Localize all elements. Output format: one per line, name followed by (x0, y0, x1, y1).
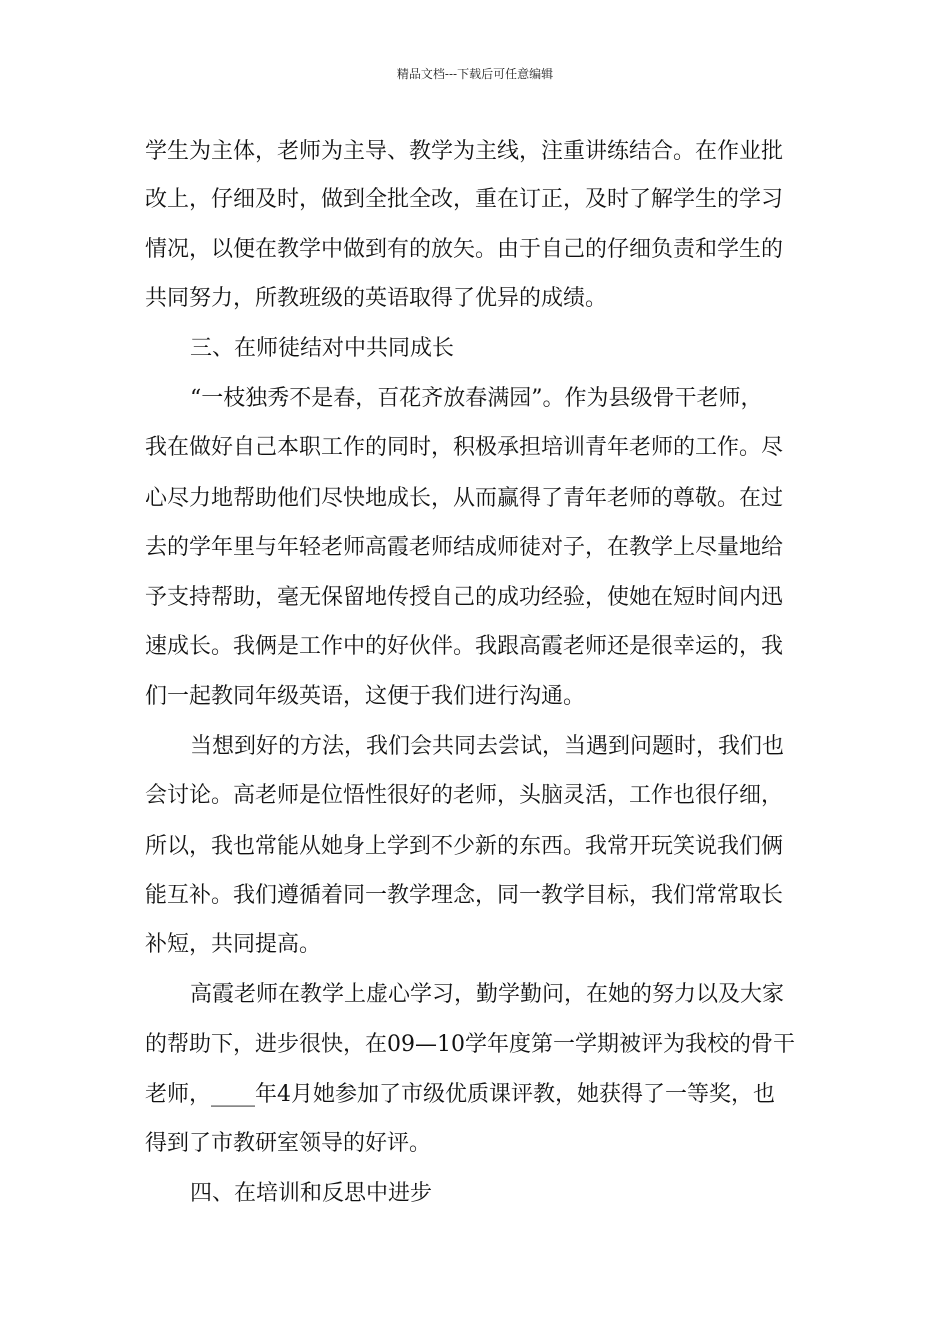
section-heading: 三、在师徒结对中共同成长 (190, 336, 455, 361)
body-line: 去的学年里与年轻老师高霞老师结成师徒对子，在教学上尽量地给 (145, 535, 784, 560)
body-line: 情况，以便在教学中做到有的放矢。由于自己的仔细负责和学生的 (145, 237, 784, 262)
body-line: “一枝独秀不是春，百花齐放春满园”。作为县级骨干老师， (190, 386, 763, 411)
body-line: 学生为主体，老师为主导、教学为主线，注重讲练结合。在作业批 (145, 139, 784, 164)
body-line: 的帮助下，进步很快，在09—10学年度第一学期被评为我校的骨干 (145, 1032, 795, 1057)
body-line: 我在做好自己本职工作的同时，积极承担培训青年老师的工作。尽 (145, 435, 784, 460)
body-line: 当想到好的方法，我们会共同去尝试，当遇到问题时，我们也 (190, 734, 785, 759)
page-header: 精品文档---下载后可任意编辑 (396, 67, 554, 81)
body-line: 共同努力，所教班级的英语取得了优异的成绩。 (145, 286, 608, 311)
body-line: 心尽力地帮助他们尽快地成长，从而赢得了青年老师的尊敬。在过 (145, 486, 784, 511)
body-line: 高霞老师在教学上虚心学习，勤学勤问，在她的努力以及大家 (190, 982, 785, 1007)
body-line: 补短，共同提高。 (145, 932, 322, 957)
body-line: 们一起教同年级英语，这便于我们进行沟通。 (145, 684, 586, 709)
body-line: 改上，仔细及时，做到全批全改，重在订正，及时了解学生的学习 (145, 187, 784, 212)
body-line: 所以，我也常能从她身上学到不少新的东西。我常开玩笑说我们俩 (145, 834, 784, 859)
body-line: 会讨论。高老师是位悟性很好的老师，头脑灵活，工作也很仔细， (145, 783, 784, 808)
body-line: 得到了市教研室领导的好评。 (145, 1131, 432, 1156)
section-heading: 四、在培训和反思中进步 (190, 1181, 433, 1206)
body-line: 速成长。我俩是工作中的好伙伴。我跟高霞老师还是很幸运的，我 (145, 634, 784, 659)
body-line: 予支持帮助，毫无保留地传授自己的成功经验，使她在短时间内迅 (145, 585, 784, 610)
body-line: 能互补。我们遵循着同一教学理念，同一教学目标，我们常常取长 (145, 883, 784, 908)
body-line: 老师，____年4月她参加了市级优质课评教，她获得了一等奖，也 (145, 1082, 775, 1107)
